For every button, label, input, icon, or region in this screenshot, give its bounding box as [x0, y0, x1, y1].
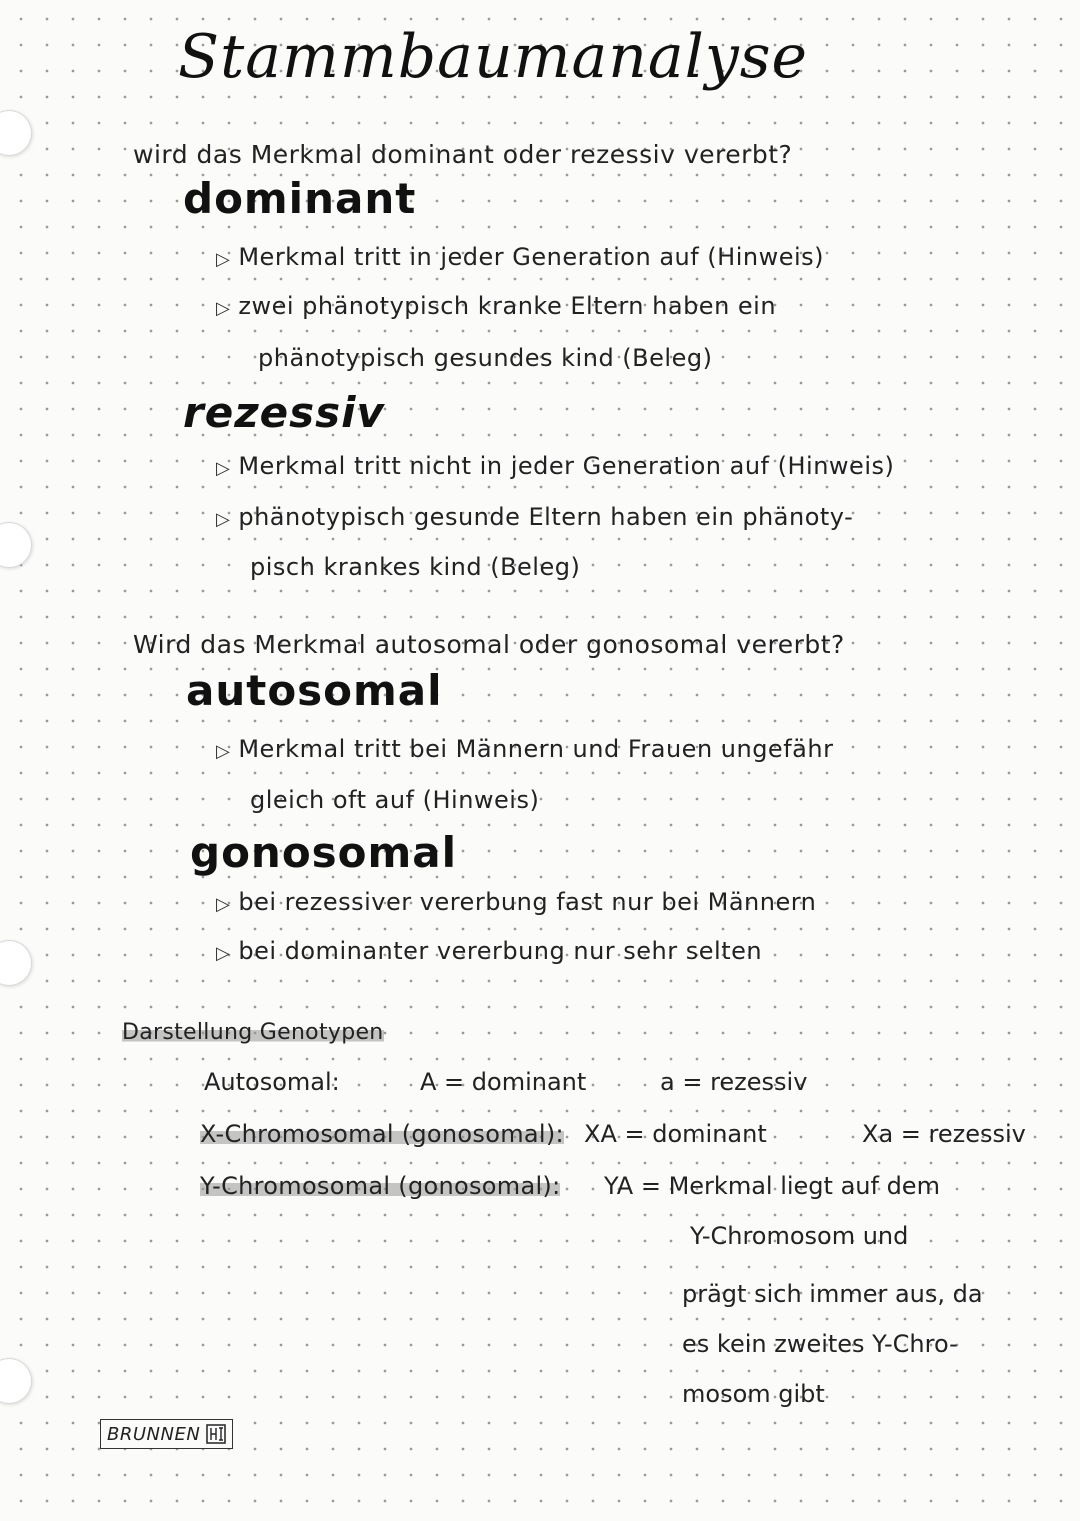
autosomal-dominant: A = dominant: [420, 1068, 587, 1096]
genotypes-heading: Darstellung Genotypen: [122, 1020, 384, 1045]
rezessiv-point-1: ▷ Merkmal tritt nicht in jeder Generation auf (Hinweis): [216, 452, 895, 480]
y-text-line-3: prägt sich immer aus, da: [682, 1280, 983, 1308]
dominant-point-1: ▷ Merkmal tritt in jeder Generation auf (Hinweis): [216, 243, 825, 271]
heading-dominant: dominant: [183, 174, 417, 223]
bullet-triangle-icon: ▷: [216, 943, 231, 964]
punch-hole-2: [0, 522, 32, 568]
x-dominant: XA = dominant: [584, 1120, 767, 1148]
brunnen-logo-icon: [206, 1424, 226, 1444]
rezessiv-point-2-cont: pisch krankes kind (Beleg): [250, 553, 581, 581]
gonosomal-point-2: ▷ bei dominanter vererbung nur sehr selten: [216, 937, 763, 965]
autosomal-point-1-cont: gleich oft auf (Hinweis): [250, 786, 540, 814]
dominant-point-2-cont: phänotypisch gesundes kind (Beleg): [258, 344, 713, 372]
punch-hole-4: [0, 1358, 32, 1404]
autosomal-rezessiv: a = rezessiv: [660, 1068, 808, 1096]
y-text-line-5: mosom gibt: [682, 1380, 825, 1408]
bullet-triangle-icon: ▷: [216, 298, 231, 319]
y-text-line-4: es kein zweites Y-Chro-: [682, 1330, 958, 1358]
autosomal-point-1: ▷ Merkmal tritt bei Männern und Frauen ungefähr: [216, 735, 834, 763]
bullet-triangle-icon: ▷: [216, 894, 231, 915]
autosomal-label: Autosomal:: [204, 1068, 340, 1096]
bullet-triangle-icon: ▷: [216, 458, 231, 479]
x-chromosomal-label: X-Chromosomal (gonosomal):: [200, 1120, 564, 1148]
heading-gonosomal: gonosomal: [190, 828, 458, 877]
dominant-point-2: ▷ zwei phänotypisch kranke Eltern haben ein: [216, 292, 777, 320]
question-dominant-rezessiv: wird das Merkmal dominant oder rezessiv vererbt?: [133, 140, 793, 169]
punch-hole-1: [0, 110, 32, 156]
bullet-triangle-icon: ▷: [216, 509, 231, 530]
y-chromosomal-label: Y-Chromosomal (gonosomal):: [200, 1172, 561, 1200]
heading-rezessiv: rezessiv: [183, 388, 385, 437]
heading-autosomal: autosomal: [186, 666, 443, 715]
gonosomal-point-1: ▷ bei rezessiver vererbung fast nur bei Männern: [216, 888, 817, 916]
brunnen-logo: BRUNNEN: [100, 1419, 233, 1449]
rezessiv-point-2: ▷ phänotypisch gesunde Eltern haben ein phänoty-: [216, 503, 854, 531]
bullet-triangle-icon: ▷: [216, 741, 231, 762]
y-text-line-2: Y-Chromosom und: [690, 1222, 909, 1250]
question-autosomal-gonosomal: Wird das Merkmal autosomal oder gonosomal vererbt?: [133, 630, 845, 659]
y-text-line-1: YA = Merkmal liegt auf dem: [604, 1172, 940, 1200]
bullet-triangle-icon: ▷: [216, 249, 231, 270]
punch-hole-3: [0, 940, 32, 986]
x-rezessiv: Xa = rezessiv: [862, 1120, 1026, 1148]
page-title: Stammbaumanalyse: [178, 22, 809, 92]
